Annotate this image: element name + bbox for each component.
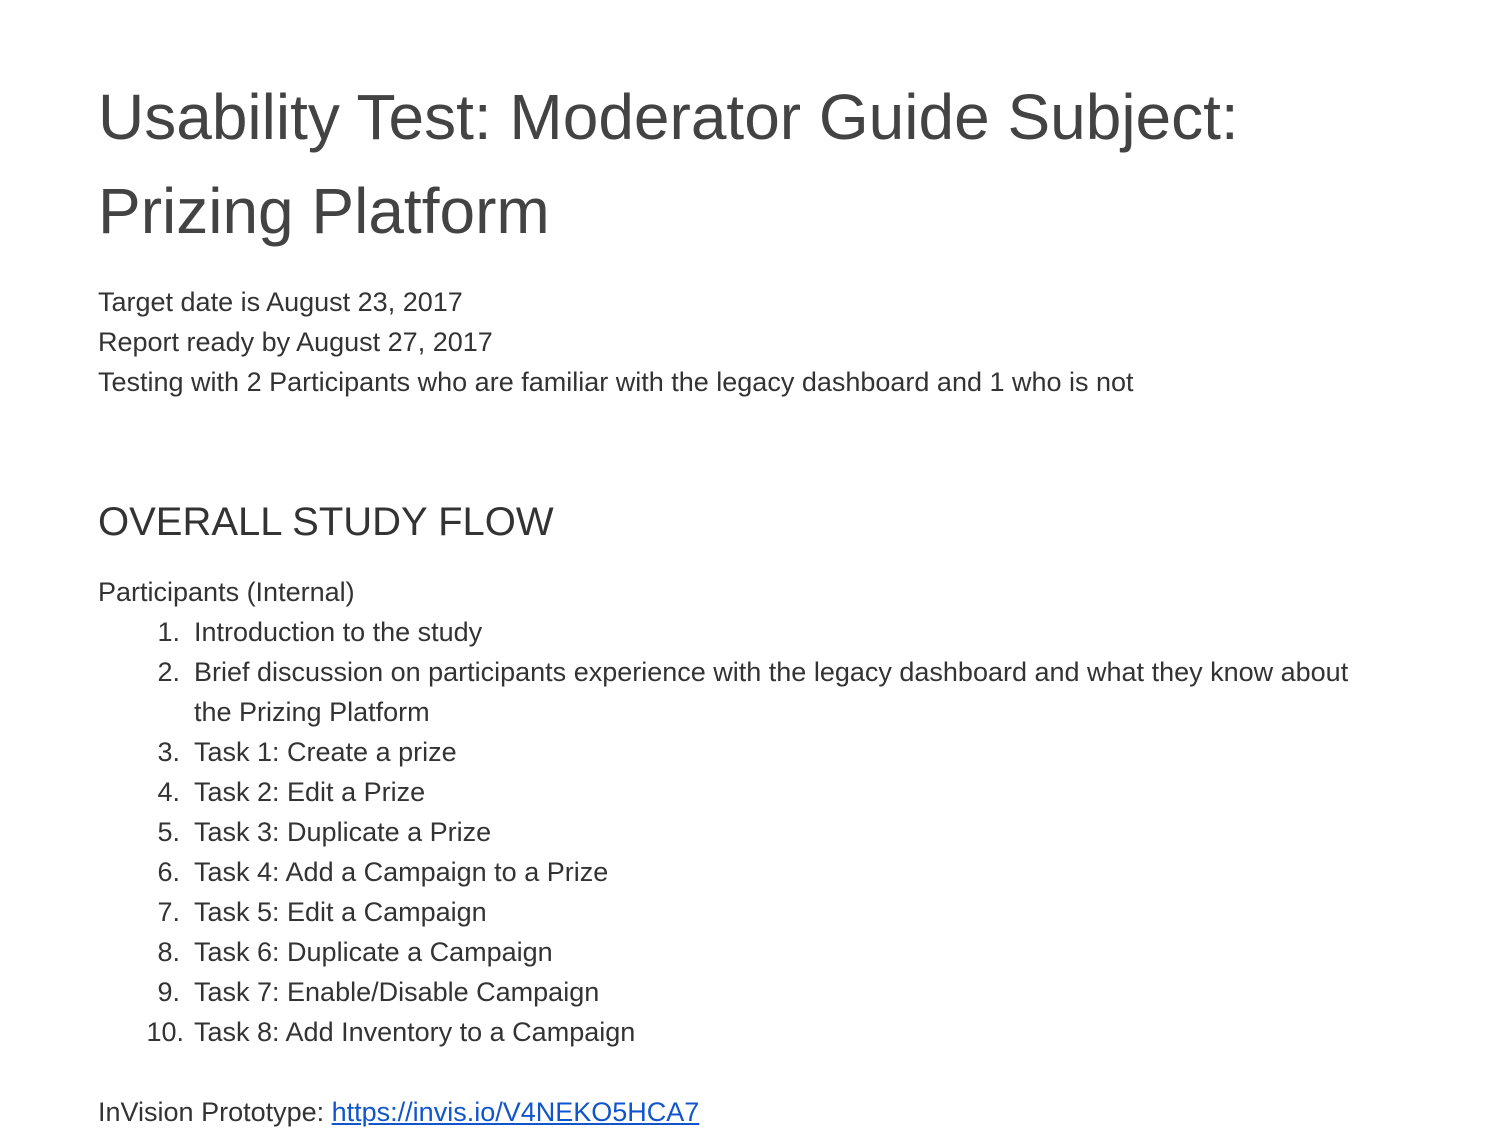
target-date-line: Target date is August 23, 2017: [98, 287, 463, 317]
prototype-label: InVision Prototype:: [98, 1097, 332, 1127]
prototype-line: [98, 1092, 1418, 1132]
document-title: Usability Test: Moderator Guide Subject: Prizing Platform: [98, 81, 1239, 247]
list-item-text: Task 5: Edit a Campaign: [194, 897, 487, 927]
list-item-text: Task 8: Add Inventory to a Campaign: [194, 1017, 636, 1047]
list-item: [98, 732, 1418, 772]
list-item-number: 5.: [157, 817, 180, 847]
study-flow-list: [98, 612, 1418, 1052]
list-item: [98, 932, 1418, 972]
section-heading-study-flow: OVERALL STUDY FLOW: [98, 500, 554, 544]
list-item-number: 8.: [157, 937, 180, 967]
list-item-number: 10.: [146, 1017, 184, 1047]
list-item: [98, 892, 1418, 932]
list-item-text: Task 3: Duplicate a Prize: [194, 817, 492, 847]
list-item-text: Task 7: Enable/Disable Campaign: [194, 977, 600, 1007]
report-ready-line: Report ready by August 27, 2017: [98, 327, 493, 357]
prototype-link[interactable]: https://invis.io/V4NEKO5HCA7: [331, 1097, 700, 1127]
list-item-number: 9.: [157, 977, 180, 1007]
list-item-text: Brief discussion on participants experience with the legacy dashboard and what they know about the Prizing Platform: [194, 657, 1349, 727]
participants-line: Testing with 2 Participants who are familiar with the legacy dashboard and 1 who is not: [98, 367, 1134, 397]
study-meta: [98, 282, 1418, 402]
list-item: [98, 972, 1418, 1012]
list-item: [98, 612, 1418, 652]
list-item-text: Task 4: Add a Campaign to a Prize: [194, 857, 609, 887]
list-item: [98, 652, 1418, 732]
list-item-number: 2.: [157, 657, 180, 687]
document-page: [98, 70, 1418, 1132]
list-item-text: Task 6: Duplicate a Campaign: [194, 937, 553, 967]
list-item: [98, 812, 1418, 852]
list-item: [98, 772, 1418, 812]
list-item-text: Task 1: Create a prize: [194, 737, 457, 767]
list-item: [98, 852, 1418, 892]
participants-group-label: Participants (Internal): [98, 577, 355, 607]
list-item-number: 3.: [157, 737, 180, 767]
list-item-text: Introduction to the study: [194, 617, 483, 647]
list-item-number: 6.: [157, 857, 180, 887]
list-item-number: 1.: [157, 617, 180, 647]
list-item-number: 4.: [157, 777, 180, 807]
list-item-text: Task 2: Edit a Prize: [194, 777, 426, 807]
list-item: [98, 1012, 1418, 1052]
list-item-number: 7.: [157, 897, 180, 927]
